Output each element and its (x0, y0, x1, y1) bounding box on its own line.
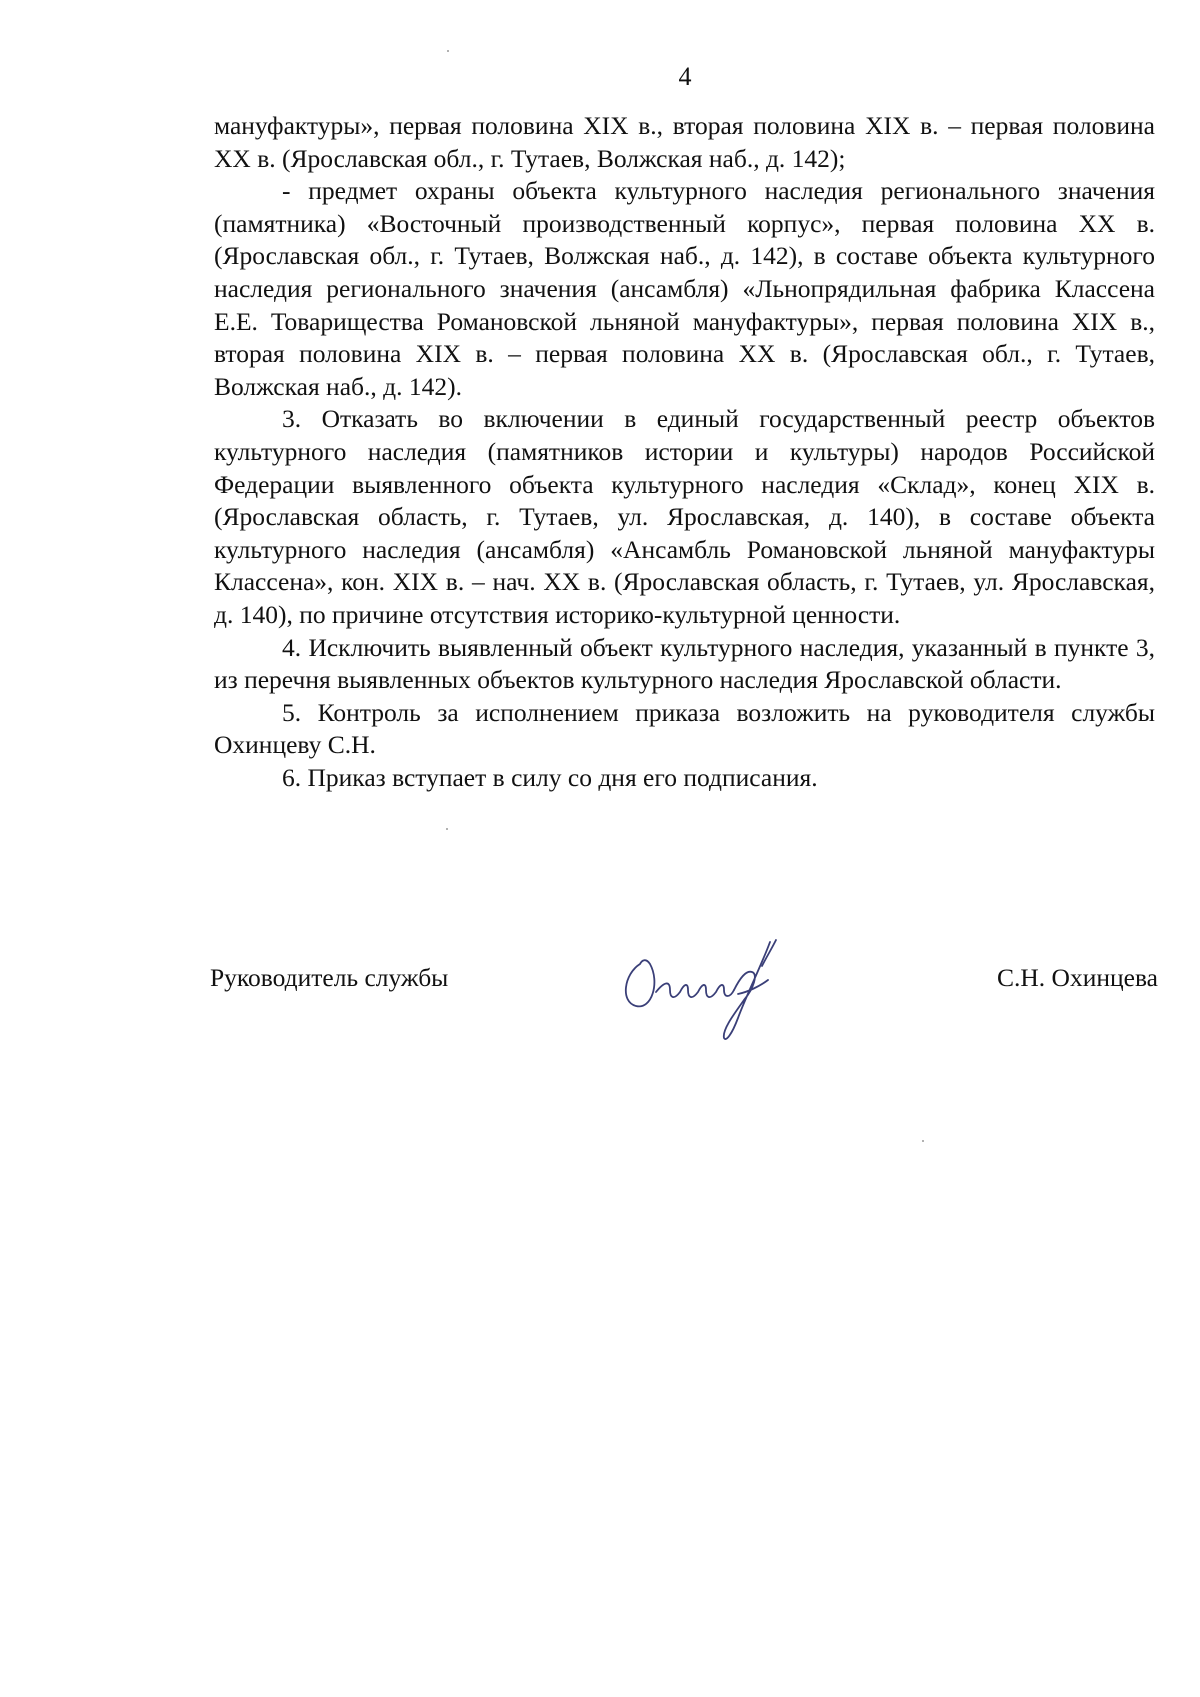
paragraph: 5. Контроль за исполнением приказа возложить на руководителя службы Охинцеву С.Н. (214, 697, 1155, 760)
page-number: 4 (678, 62, 692, 91)
scan-speck (447, 50, 449, 52)
handwritten-signature (612, 934, 787, 1044)
signature-block (210, 942, 1158, 1062)
scan-speck (922, 1140, 924, 1142)
paragraph: 6. Приказ вступает в силу со дня его подписания. (282, 762, 818, 792)
scan-speck (446, 828, 448, 830)
signer-name: С.Н. Охинцева (997, 963, 1158, 992)
signer-position: Руководитель службы (210, 963, 449, 992)
paragraph: 4. Исключить выявленный объект культурного наследия, указанный в пункте 3, из перечня выявленных объектов культурного наследия Ярославской области. (214, 632, 1155, 695)
document-body (214, 110, 1155, 794)
paragraph: 3. Отказать во включении в единый государственный реестр объектов культурного наследия (памятников истории и культуры) народов Российской Федерации выявленного объекта культурного наследия «Склад», конец XIX в. (Ярославская область, г. Тутаев, ул. Ярославская, д. 140), в составе объекта культурного наследия (ансамбля) «Ансамбль Романовской льняной мануфактуры Классена», кон. XIX в. – нач. XX в. (Ярославская область, г. Тутаев, ул. Ярославская, д. 140), по причине отсутствия историко-культурной ценности. (214, 404, 1155, 629)
paragraph: - предмет охраны объекта культурного наследия регионального значения (памятника) «Восточный производственный корпус», первая половина XX в. (Ярославская обл., г. Тутаев, Волжская наб., д. 142), в составе объекта культурного наследия регионального значения (ансамбля) «Льнопрядильная фабрика Классена Е.Е. Товарищества Романовской льняной мануфактуры», первая половина XIX в., вторая половина XIX в. – первая половина XX в. (Ярославская обл., г. Тутаев, Волжская наб., д. 142). (214, 176, 1155, 401)
paragraph: мануфактуры», первая половина XIX в., вторая половина XIX в. – первая половина XX в. (Ярославская обл., г. Тутаев, Волжская наб., д. 142); (214, 111, 1155, 173)
